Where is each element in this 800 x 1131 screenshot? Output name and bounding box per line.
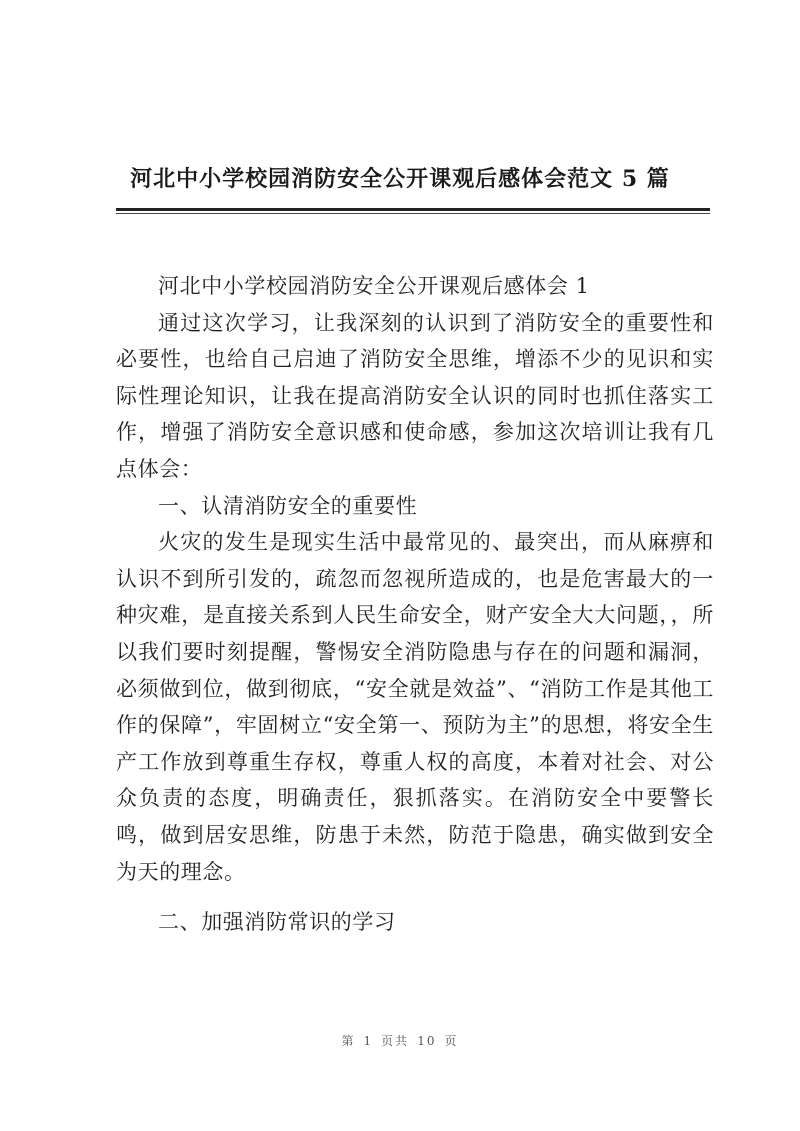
page-footer xyxy=(0,1032,800,1049)
footer-middle: 页共 xyxy=(381,1034,410,1048)
article-subtitle: 河北中小学校园消防安全公开课观后感体会 1 xyxy=(158,274,590,298)
footer-total-pages: 10 xyxy=(417,1034,437,1048)
footer-suffix: 页 xyxy=(444,1034,459,1048)
document-body xyxy=(116,268,714,941)
paragraph-body-1: 火灾的发生是现实生活中最常见的、最突出，而从麻痹和认识不到所引发的，疏忽而忽视所造成的，也是危害最大的一种灾难，是直接关系到人民生命安全，财产安全大大问题，，所以我们要时刻提醒，警惕安全消防隐患与存在的问题和漏洞，必须做到位，做到彻底，“安全就是效益”、“消防工作是其他工作的保障”，牢固树立“安全第一、预防为主”的思想，将安全生产工作放到尊重生存权，尊重人权的高度，本着对社会、对公众负责的态度，明确责任，狠抓落实。在消防安全中要警长鸣，做到居安思维，防患于未然，防范于隐患，确实做到安全为天的理念。 xyxy=(116,530,714,884)
footer-page-number: 1 xyxy=(363,1034,374,1048)
section-heading-2: 二、加强消防常识的学习 xyxy=(158,910,396,935)
title-divider-thin xyxy=(116,213,710,214)
section-heading-1: 一、认清消防安全的重要性 xyxy=(158,493,418,518)
paragraph-intro: 通过这次学习，让我深刻的认识到了消防安全的重要性和必要性，也给自己启迪了消防安全思维，增添不少的见识和实际性理论知识，让我在提高消防安全认识的同时也抓住落实工作，增强了消防安全意识感和使命感，参加这次培训让我有几点体会： xyxy=(116,310,714,481)
document-title: 河北中小学校园消防安全公开课观后感体会范文 5 篇 xyxy=(130,166,670,192)
footer-prefix: 第 xyxy=(341,1034,356,1048)
title-divider-thick xyxy=(116,208,710,211)
